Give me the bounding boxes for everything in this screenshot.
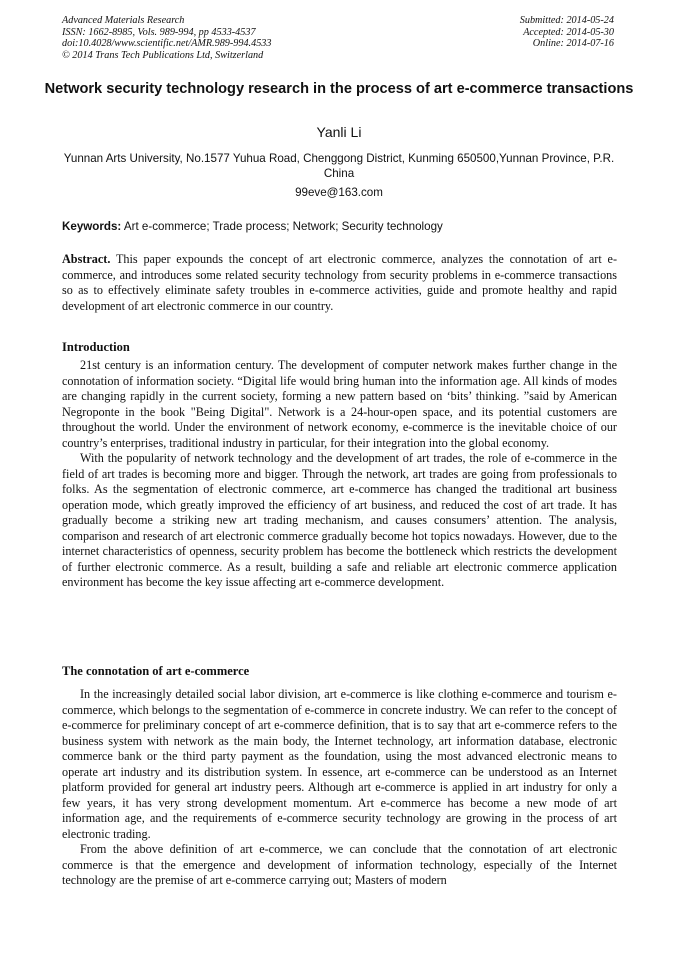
abstract-label: Abstract.: [62, 252, 111, 266]
keywords-text: Art e-commerce; Trade process; Network; Security technology: [123, 220, 443, 233]
connotation-body: [62, 687, 617, 889]
paragraph: With the popularity of network technology and the development of art trades, the role of e-commerce in the field of art trades is becoming more and bigger. Through the network, art trades are going from professionals to folks. As the segmentation of electronic commerce, art e-commerce has changed the traditional art business operation mode, which greatly improved the efficiency of art business, and reduced the cost of art trade. It has gradually become a striking new art trading mechanism, and causes consumers’ attention. The analysis, comparison and research of art electronic commerce gradually become hot topics nowadays. However, due to the internet characteristics of openness, security problem has become the bottleneck which restricts the development of further electronic commerce. As a result, building a safe and reliable art electronic commerce application environment has become the key issue affecting art e-commerce development.: [62, 451, 617, 589]
journal-info: [62, 15, 271, 61]
paper-title: Network security technology research in the process of art e-commerce transactions: [44, 81, 634, 97]
author-name: Yanli Li: [316, 124, 362, 140]
issn-line: ISSN: 1662-8985, Vols. 989-994, pp 4533-4537: [62, 26, 256, 38]
submitted-date: Submitted: 2014-05-24: [519, 15, 614, 26]
section-heading-connotation: The connotation of art e-commerce: [62, 664, 250, 678]
abstract: [62, 252, 617, 314]
keywords-label: Keywords:: [62, 220, 122, 233]
introduction-body: [62, 358, 617, 591]
paragraph: From the above definition of art e-commerce, we can conclude that the connotation of art electronic commerce is that the emergence and development of information technology, especially of the Internet technology are the premise of art e-commerce carrying out; Masters of modern: [62, 842, 617, 887]
section-heading-introduction: Introduction: [62, 340, 130, 354]
accepted-date: Accepted: 2014-05-30: [523, 26, 614, 38]
keywords: [62, 220, 617, 233]
dates-info: [520, 15, 614, 50]
affiliation: Yunnan Arts University, No.1577 Yuhua Road, Chenggong District, Kunming 650500,Yunnan Province, P.R. China: [63, 152, 615, 180]
doi-line: doi:10.4028/www.scientific.net/AMR.989-994.4533: [62, 38, 272, 50]
online-date: Online: 2014-07-16: [532, 38, 614, 50]
paragraph: In the increasingly detailed social labor division, art e-commerce is like clothing e-commerce and tourism e-commerce, which belongs to the segmentation of e-commerce in concrete industry. We can refer to the concept of e-commerce for preliminary concept of art e-commerce definition, that is to say that art e-commerce refers to the business system with network as the main body, the Internet technology, art information database, electronic commerce bank or the third party payment as the foundation, using the most advanced electronic means to operate art industry and its distribution system. In essence, art e-commerce can be understood as an Internet platform provided for general art industry peers. Although art e-commerce is applied in art industry for only a few years, it has very strong development momentum. Art e-commerce has become a new mode of art information age, and the requirements of e-commerce security technology are growing in the process of art electronic trading.: [62, 687, 617, 841]
journal-name: Advanced Materials Research: [62, 15, 185, 26]
abstract-text: This paper expounds the concept of art electronic commerce, analyzes the connotation of art e-commerce, and introduces some related security technology from security problems in e-commerce transactions so as to effectively eliminate safety troubles in e-commerce activities, guide and promote healthy and rapid development of art electronic commerce in our country.: [62, 252, 618, 313]
author-email: 99eve@163.com: [295, 186, 383, 199]
copyright-line: © 2014 Trans Tech Publications Ltd, Switzerland: [62, 49, 264, 61]
paragraph: 21st century is an information century. The development of computer network makes further change in the connotation of information society. “Digital life would bring human into the information age. All kinds of modes are changing rapidly in the current society, forming a new pattern based on ‘bits’ thinking. ”said by American Negroponte in the book "Being Digital". Network is a 24-hour-open space, and its potential customers are throughout the world. Under the environment of network economy, e-commerce is the inevitable choice of our country’s enterprises, traditional industry in particular, for their integration into the global economy.: [62, 358, 617, 450]
